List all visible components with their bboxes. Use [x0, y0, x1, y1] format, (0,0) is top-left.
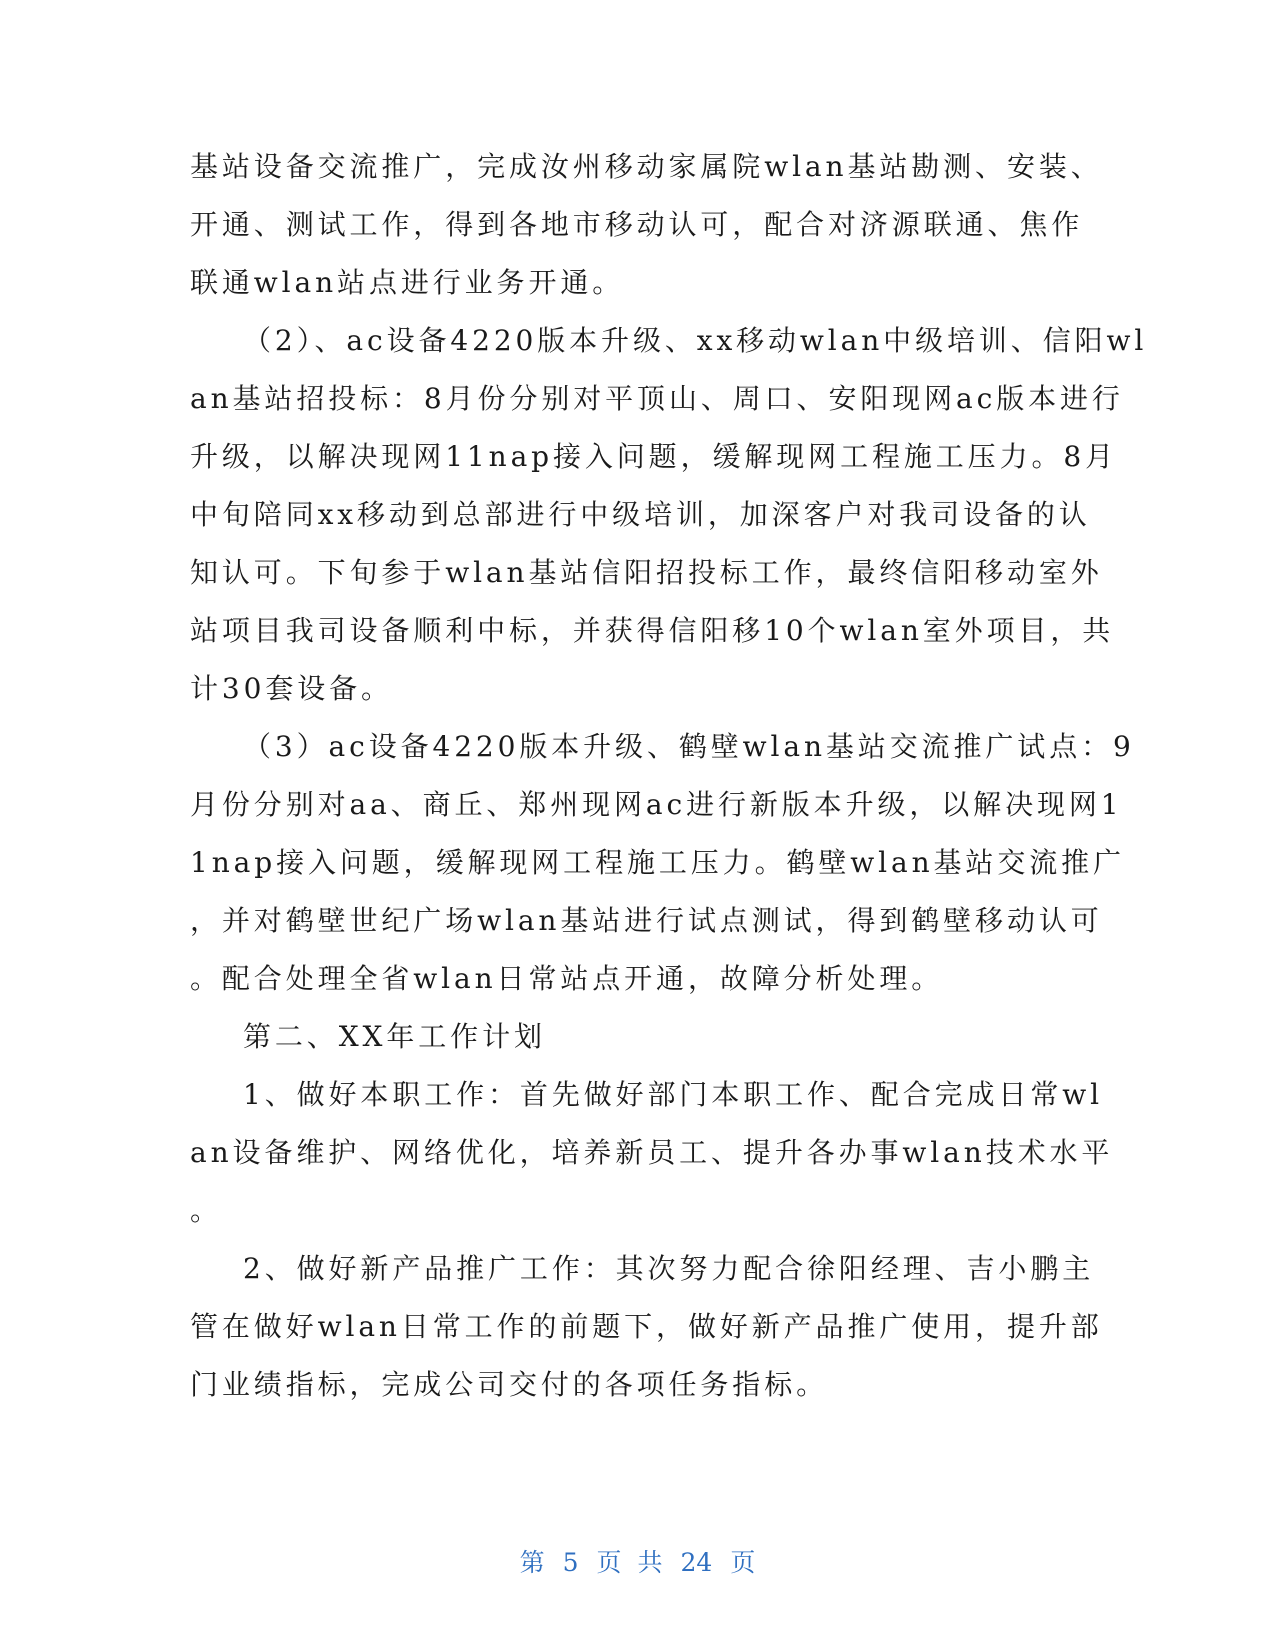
total-page-count: 24	[680, 1548, 713, 1577]
text-line: 站项目我司设备顺利中标，并获得信阳移10个wlan室外项目，共	[190, 614, 1115, 647]
paragraph-start-line: （3）ac设备4220版本升级、鹤壁wlan基站交流推广试点：9	[243, 730, 1135, 763]
footer-total-word: 共	[637, 1548, 663, 1577]
section-heading: 第二、XX年工作计划	[243, 1020, 546, 1053]
text-line: ，并对鹤壁世纪广场wlan基站进行试点测试，得到鹤壁移动认可	[190, 904, 1103, 937]
current-page-number: 5	[562, 1548, 579, 1577]
text-line: an基站招投标：8月份分别对平顶山、周口、安阳现网ac版本进行	[190, 382, 1124, 415]
text-line: 知认可。下旬参于wlan基站信阳招投标工作，最终信阳移动室外	[190, 556, 1103, 589]
text-line: 开通、测试工作，得到各地市移动认可，配合对济源联通、焦作	[190, 208, 1084, 241]
text-line: 。	[190, 1194, 222, 1227]
text-line: 月份分别对aa、商丘、郑州现网ac进行新版本升级，以解决现网1	[190, 788, 1123, 821]
paragraph-start-line: 1、做好本职工作：首先做好部门本职工作、配合完成日常wl	[243, 1078, 1103, 1111]
paragraph-start-line: 2、做好新产品推广工作：其次努力配合徐阳经理、吉小鹏主	[243, 1252, 1095, 1285]
footer-prefix: 第	[519, 1548, 545, 1577]
text-line: 管在做好wlan日常工作的前题下，做好新产品推广使用，提升部	[190, 1310, 1103, 1343]
footer-suffix: 页	[730, 1548, 756, 1577]
text-line: 中旬陪同xx移动到总部进行中级培训，加深客户对我司设备的认	[190, 498, 1091, 531]
page-number-footer	[0, 1546, 1275, 1580]
text-line: 联通wlan站点进行业务开通。	[190, 266, 625, 299]
paragraph-start-line: （2）、ac设备4220版本升级、xx移动wlan中级培训、信阳wl	[243, 324, 1148, 357]
text-line: 基站设备交流推广，完成汝州移动家属院wlan基站勘测、安装、	[190, 150, 1103, 183]
text-line: 升级，以解决现网11nap接入问题，缓解现网工程施工压力。8月	[190, 440, 1117, 473]
text-line: an设备维护、网络优化，培养新员工、提升各办事wlan技术水平	[190, 1136, 1114, 1169]
text-line: 1nap接入问题，缓解现网工程施工压力。鹤壁wlan基站交流推广	[190, 846, 1125, 879]
text-line: 门业绩指标，完成公司交付的各项任务指标。	[190, 1368, 829, 1401]
text-line: 计30套设备。	[190, 672, 393, 705]
text-line: 。配合处理全省wlan日常站点开通，故障分析处理。	[190, 962, 944, 995]
footer-page-word: 页	[596, 1548, 622, 1577]
